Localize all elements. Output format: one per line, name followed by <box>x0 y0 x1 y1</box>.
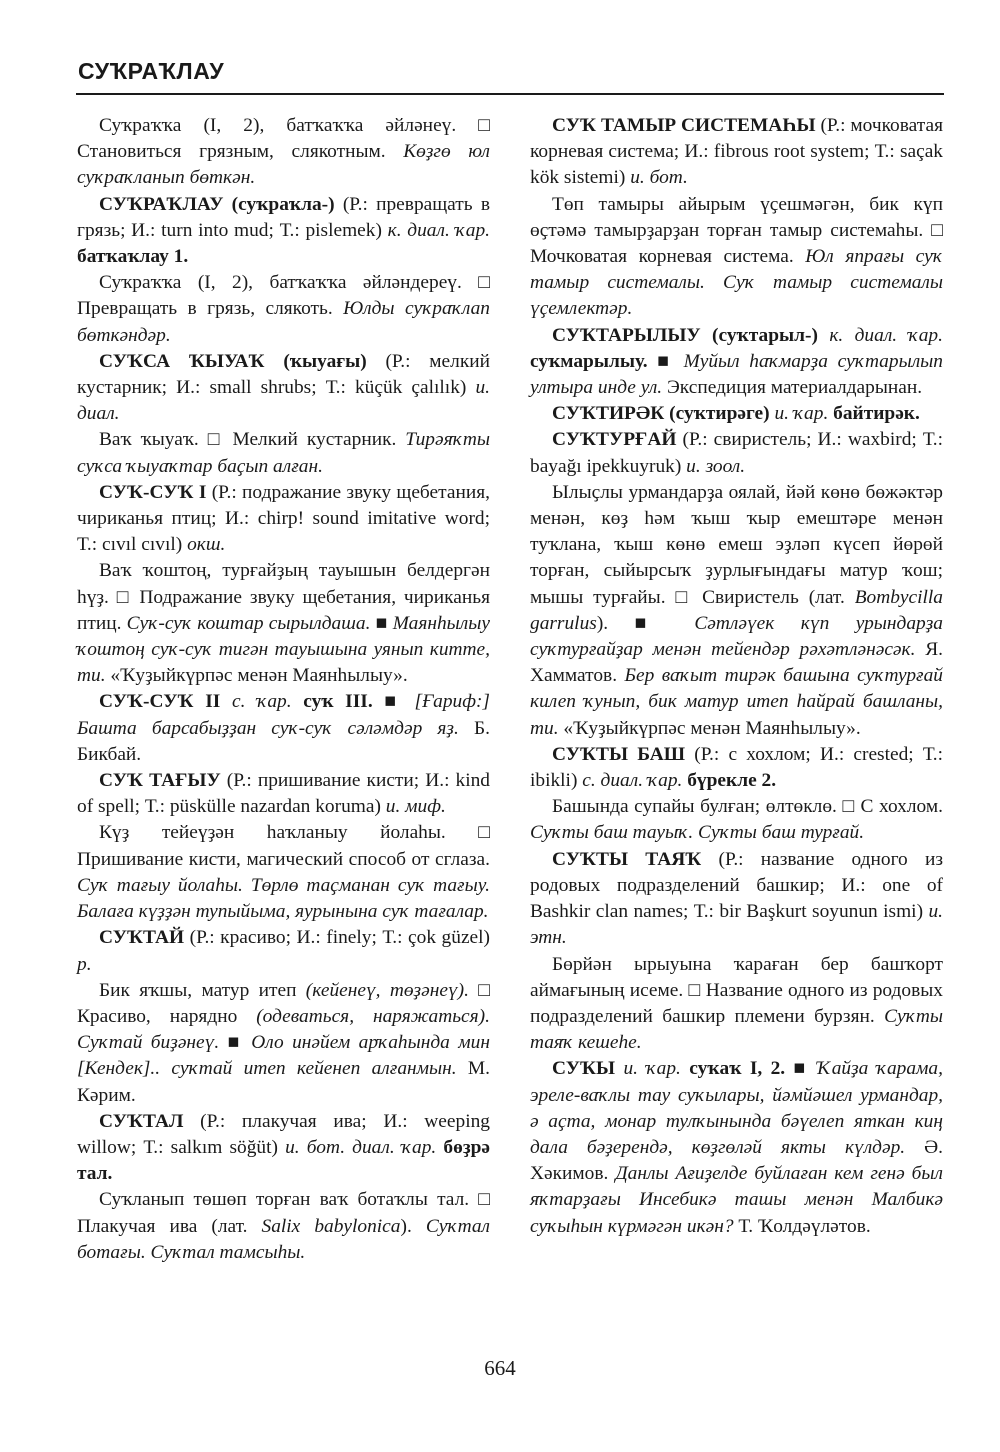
entry-paragraph <box>77 689 490 768</box>
text-run: Ә. Хәкимов. <box>530 1136 943 1185</box>
text-run: Суҡраҡҡа (I, 2), батҡаҡҡа әйләнеү. □ Становиться грязным, слякотным. <box>77 115 490 163</box>
text-run <box>220 691 232 712</box>
text-run: (Р.: подражание звуку щебетания, чириканья птиц; И.: chirp! sound imitative word; Т.: cıvıl cıvıl) <box>77 481 490 556</box>
entry-paragraph <box>77 270 490 349</box>
text-run: Бик яҡшы, матур итеп <box>99 979 306 1001</box>
headword: суҡаҡ I, 2. <box>689 1058 786 1080</box>
italic-text: Суҡ тағыу йолаһы. Төрлө таҫманан суҡ тағыу. Балаға күҙҙән тупыйыма, яурынына суҡ тағалар. <box>77 874 490 923</box>
headword: СУҠТИРӘК (суҡтирәге) <box>552 403 770 425</box>
italic-text: с. ҡар. <box>231 691 292 713</box>
headword: СУҠТУРҒАЙ <box>552 429 677 451</box>
italic-text: с. диал. ҡар. <box>582 770 683 792</box>
italic-text: Юлды суҡраҡлап бөткәндәр. <box>77 298 491 346</box>
entry-paragraph <box>77 558 490 689</box>
entry-paragraph <box>530 113 943 192</box>
text-run: ). ■ <box>596 612 695 634</box>
italic-text: и. ҡар. <box>623 1058 681 1080</box>
text-run: (Р.: плакучая ива; И.: weeping willow; Т.: salkım söğüt) <box>77 1110 490 1158</box>
entry-paragraph <box>530 323 943 402</box>
italic-text: окш. <box>187 534 226 556</box>
italic-text: Бер ваҡыт тирәк башына суҡтурғай килеп ҡунып, бик матур итеп һайрай башланы, ти. <box>530 665 943 739</box>
headword: бөҙрә тал. <box>77 1136 490 1185</box>
italic-text: Тирәяҡты суҡса ҡыуаҡтар баҫып алған. <box>77 429 490 477</box>
italic-text: Bombycilla garrulus <box>530 586 943 634</box>
text-run: (Р.: название одного из родовых подразделений башкир; И.: one of Bashkir clan names; Т.: bir Başkurt soyunun ismi) <box>530 848 943 923</box>
text-run: (Р.: пришивание кисти; И.: kind of spell; Т.: püskülle nazardan koruma) <box>77 770 490 818</box>
italic-text: и. этн. <box>530 901 943 949</box>
headword: СУҠТАРЫЛЫУ (суҡтарыл-) <box>552 324 818 346</box>
headword: батҡаҡлау 1. <box>77 246 189 268</box>
text-run: ■ <box>785 1058 818 1080</box>
text-run: «Ҡуҙыйкүрпәс менән Маянһылыу». <box>558 717 861 739</box>
entry-paragraph <box>530 794 943 846</box>
italic-text: (одеваться, наряжаться). Суҡтай биҙәнеү. <box>77 1005 490 1054</box>
entry-paragraph <box>530 847 943 952</box>
headword: СУҠ-СУҠ II <box>99 691 221 713</box>
italic-text: Суҡтал ботағы. Суҡтал тамсыһы. <box>77 1215 491 1263</box>
entry-paragraph <box>530 742 943 794</box>
italic-text: Көҙгө юл суҡраҡланып бөткән. <box>77 141 491 189</box>
entry-paragraph <box>77 820 490 925</box>
right-column <box>530 113 943 1240</box>
entry-paragraph <box>530 480 943 742</box>
text-run: Экспедиция материалдарынан. <box>662 377 923 399</box>
entry-paragraph <box>77 349 490 428</box>
text-run: М. Кәрим. <box>77 1058 490 1106</box>
italic-text: Суҡ-суҡ коштар сырылдаша. <box>126 612 371 634</box>
text-run: ■ <box>219 1032 252 1054</box>
entry-paragraph <box>530 1056 943 1239</box>
italic-text: Данлы Ағиҙелде буйлаған кем генә был яҡтарҙағы Инсебикә ташы менән Малбикә суҡыһын күрмәгән икән? <box>530 1163 943 1237</box>
italic-text: и. бот. диал. ҡар. <box>285 1136 437 1158</box>
text-run: Ваҡ ҡыуаҡ. □ Мелкий кустарник. <box>99 429 406 451</box>
headword: СУҠТАЛ <box>99 1110 184 1132</box>
italic-text: Salix babylonica <box>261 1215 401 1237</box>
text-run <box>681 1058 689 1079</box>
text-run <box>818 325 829 346</box>
headword: СУҠ-СУҠ I <box>99 481 207 503</box>
headword: СУҠСА ҠЫУАҠ (ҡыуағы) <box>99 350 367 372</box>
italic-text: [Ғариф:] Башта барсабыҙҙан суҡ-суҡ сәләмдәр яҙ. <box>77 691 490 739</box>
italic-text: р. <box>77 953 92 975</box>
headword: байтирәк. <box>833 403 920 425</box>
text-run: □ Красиво, нарядно <box>77 979 490 1027</box>
italic-text: Суҡты таяҡ кешеһе. <box>530 1005 943 1054</box>
headword: суҡмарылыу. <box>530 350 648 372</box>
entry-paragraph <box>77 1109 490 1188</box>
italic-text: Оло инәйем арҡаһында мин [Кендек].. суҡтай итеп кейенеп алғанмын. <box>77 1032 490 1080</box>
entry-paragraph <box>530 192 943 323</box>
running-head: СУҠРАҠЛАУ <box>78 58 225 84</box>
italic-text: и. бот. <box>630 167 688 189</box>
headword: суҡ III. <box>303 691 373 713</box>
text-run: Бөрйән ырыуына ҡараған бер башҡорт аймағының исеме. □ Название одного из родовых подразделений башкир племени бурзян. <box>530 953 943 1027</box>
text-run <box>292 691 304 712</box>
text-run: (Р.: мелкий кустарник; И.: small shrubs; Т.: küçük çalılık) <box>77 350 490 399</box>
headword: бүрекле 2. <box>687 770 777 792</box>
text-run: ■ <box>647 350 684 372</box>
entry-paragraph <box>77 768 490 820</box>
headword: СУҠТЫ ТАЯҠ <box>552 848 702 870</box>
entry-paragraph <box>530 401 943 427</box>
italic-text: Ҡайҙа ҡарама, эреле-ваҡлы тау суҡылары, йәмйәшел урмандар, ә аҫта, монар тулҡынында бәүелеп яткан киң дала бәҙерендә, көҙгөләй якты күлдәр. <box>530 1058 943 1158</box>
italic-text: и. зоол. <box>686 455 746 477</box>
page-number: 664 <box>484 1356 516 1380</box>
left-column <box>77 113 490 1266</box>
text-run: Башында супайы булған; өлтөклө. □ С хохлом. <box>552 796 943 818</box>
headword: СУҠТАЙ <box>99 927 185 949</box>
headword: СУҠ ТАҒЫУ <box>99 770 221 792</box>
entry-paragraph <box>77 925 490 977</box>
entry-paragraph <box>77 480 490 559</box>
text-run: Ваҡ ҡоштоң, турғайҙың тауышын белдергән һүҙ. □ Подражание звуку щебетания, чириканья птиц. <box>77 560 490 634</box>
italic-text: (кейенеү, төҙәнеү). <box>305 979 469 1001</box>
text-run: Суҡраҡҡа (I, 2), батҡаҡҡа әйләндереү. □ Превращать в грязь, слякоть. <box>77 272 490 320</box>
entry-paragraph <box>77 192 490 271</box>
text-run: «Ҡуҙыйкүрпәс менән Маянһылыу». <box>105 665 408 687</box>
headword: СУҠ ТАМЫР СИСТЕМАҺЫ <box>552 115 816 136</box>
text-run: (Р.: мочковатая корневая система; И.: fibrous root system; Т.: saçak kök sistemi) <box>530 115 943 189</box>
text-run: (Р.: свиристель; И.: waxbird; Т.: bayağı ipekkuyruk) <box>530 429 943 477</box>
italic-text: Суҡты баш тауыҡ. Суҡты баш турғай. <box>530 822 865 844</box>
text-run: ). <box>400 1215 426 1237</box>
headword: СУҠРАҠЛАУ (суҡраҡла-) <box>99 193 335 215</box>
text-run: Күҙ тейеүҙән һаҡланыу йолаһы. □ Пришивание кисти, магический способ от сглаза. <box>77 822 490 870</box>
italic-text: к. диал. ҡар. <box>829 324 943 346</box>
headword: СУҠТЫ БАШ <box>552 743 686 765</box>
entry-paragraph <box>77 113 490 192</box>
text-run: Я. Хамматов. <box>530 639 943 687</box>
italic-text: и. ҡар. <box>774 403 829 425</box>
text-run: Суҡланып төшөп торған ваҡ ботаҡлы тал. □ Плакучая ива (лат. <box>77 1189 490 1237</box>
italic-text: к. диал. ҡар. <box>387 219 490 241</box>
italic-text: и. миф. <box>385 796 446 818</box>
text-run: (Р.: превращать в грязь; И.: turn into mud; Т.: pislemek) <box>77 193 490 241</box>
text-run: Т. Ҡолдәүләтов. <box>733 1215 871 1237</box>
entry-paragraph <box>77 1187 490 1266</box>
entry-paragraph <box>77 978 490 1109</box>
text-run: Төп тамыры айырым үҫешмәгән, бик күп өҫтәмә тамырҙарҙан торған тамыр системаһы. □ Мочковатая корневая система. <box>530 193 943 268</box>
italic-text: Сәтләүек күп урындарҙа суҡтурғайҙар менән тейендәр рәхәтләнәсәк. <box>530 612 943 661</box>
headword: СУҠЫ <box>552 1058 616 1080</box>
text-run: ■ <box>372 691 415 713</box>
header-rule <box>76 93 944 95</box>
text-run: ■ <box>370 612 393 634</box>
text-run: (Р.: красиво; И.: finely; Т.: çok güzel) <box>184 927 490 949</box>
text-run: Б. Бикбай. <box>77 717 490 765</box>
italic-text: Юл япрағы суҡ тамыр системалы. Суҡ тамыр системалы үҫемлектәр. <box>530 246 943 320</box>
italic-text: и. диал. <box>77 377 490 425</box>
text-run: (Р.: с хохлом; И.: crested; Т.: ibikli) <box>530 743 943 792</box>
italic-text: Маянһылыу ҡоштоң суҡ-суҡ тигән тауышына уянып китте, ти. <box>77 612 490 687</box>
entry-paragraph <box>77 427 490 479</box>
text-run: Ылыҫлы урмандарҙа оялай, йәй көнө бөжәктәр менән, көҙ һәм ҡыш ҡыр емештәре менән туҡлана, ҡыш көнө емеш эҙләп күсеп йөрөй торған, сыйырсыҡ ҙурлығындағы матур ҡош; мышы турғайы. □ Свиристель (лат. <box>530 481 943 608</box>
entry-paragraph <box>530 427 943 479</box>
italic-text: Муйыл һаҡмарҙа суҡтарылып ултыра инде ул. <box>530 350 943 399</box>
entry-paragraph <box>530 952 943 1057</box>
